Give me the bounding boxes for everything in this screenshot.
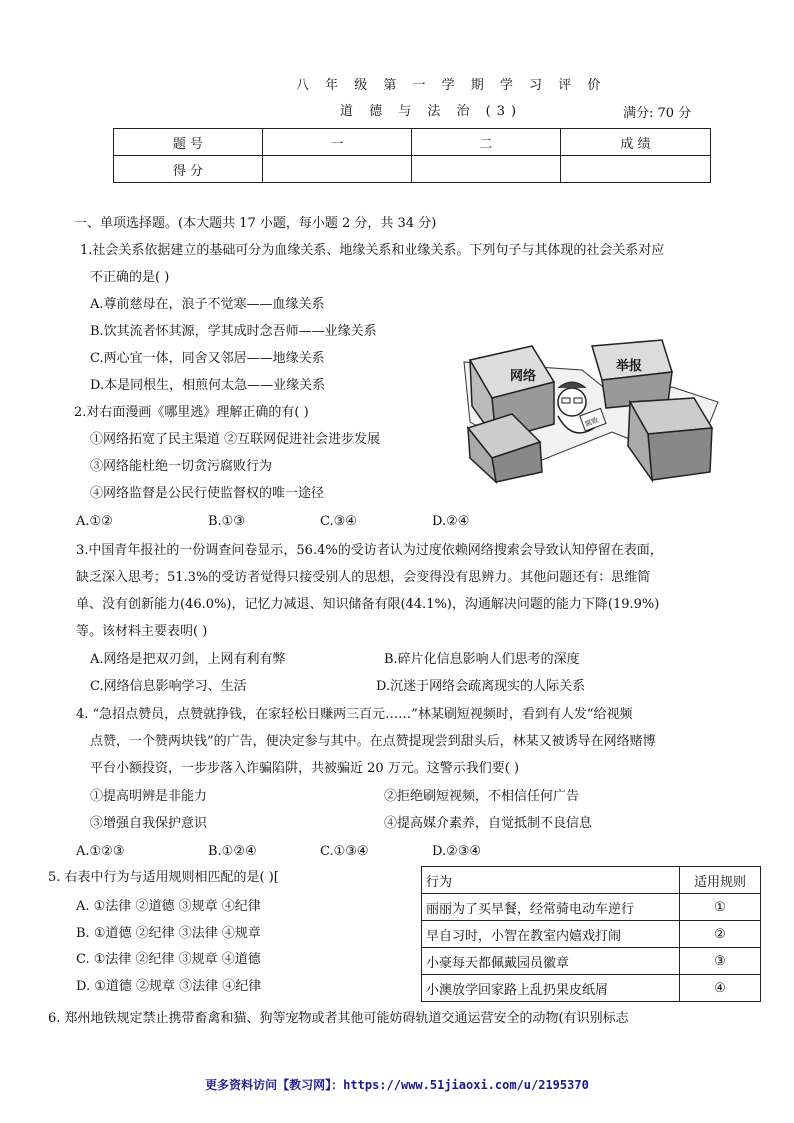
rules-table-header: 行为 [422, 867, 680, 894]
q5-stem: 5. 右表中行为与适用规则相匹配的是( )[ [48, 870, 279, 885]
score-input-cell[interactable] [561, 156, 711, 183]
q3-stem: 3.中国青年报社的一份调查问卷显示，56.4%的受访者认为过度依赖网络搜索会导致认知停留在表面， [76, 543, 663, 558]
rules-table-cell: 小豪每天都佩戴园员徽章 [422, 948, 680, 975]
table-row [422, 894, 761, 921]
rules-table [421, 866, 761, 1002]
cartoon-label-right: 举报 [616, 359, 643, 374]
rules-table-cell: 丽丽为了买早餐，经常骑电动车逆行 [422, 894, 680, 921]
table-row [422, 948, 761, 975]
q2-stem: 2.对右面漫画《哪里逃》理解正确的有( ) [74, 405, 309, 420]
score-table-cell: 二 [412, 129, 561, 156]
q5-option-d: D. ①道德 ②规章 ③法律 ④纪律 [76, 979, 262, 994]
q4-option-d: D.②③④ [432, 844, 482, 859]
table-row [422, 921, 761, 948]
score-table-cell: 得 分 [114, 156, 263, 183]
q4-option-c: C.①③④ [320, 844, 369, 859]
q3-option-a: A.网络是把双刃剑，上网有利有弊 [90, 652, 286, 667]
score-table-cell: 题 号 [114, 129, 263, 156]
section-heading: 一、单项选择题。(本大题共 17 小题，每小题 2 分，共 34 分) [74, 216, 437, 231]
q4-stem: 点赞，一个赞两块钱”的广告，便决定参与其中。在点赞提现尝到甜头后，林某又被诱导在网络赌博 [90, 734, 656, 749]
score-input-cell[interactable] [412, 156, 561, 183]
rules-table-cell: ③ [680, 948, 761, 975]
q6-stem: 6. 郑州地铁规定禁止携带畜禽和猫、狗等宠物或者其他可能妨碍轨道交通运营安全的动物(有识别标志 [48, 1011, 629, 1026]
q1-stem: 1.社会关系依据建立的基础可分为血缘关系、地缘关系和业缘关系。下列句子与其体现的社会关系对应 [80, 243, 665, 258]
q1-option-d: D.本是同根生，相煎何太急——业缘关系 [90, 378, 326, 393]
cartoon-paper-label: 腐败 [583, 416, 600, 429]
q4-item: ②拒绝刷短视频，不相信任何广告 [384, 789, 580, 804]
q3-stem: 单、没有创新能力(46.0%)，记忆力减退、知识储备有限(44.1%)，沟通解决问题的能力下降(19.9%) [76, 597, 660, 612]
q4-item: ③增强自我保护意识 [90, 816, 208, 831]
q1-option-b: B.饮其流者怀其源，学其成时念吾师——业缘关系 [90, 324, 377, 339]
q4-stem: 平台小额投资，一步步落入诈骗陷阱，共被骗近 20 万元。这警示我们要( ) [90, 761, 520, 776]
q1-option-c: C.两心宜一体，同舍又邻居——地缘关系 [90, 351, 325, 366]
q2-option-b: B.①③ [208, 514, 245, 529]
q4-item: ④提高媒介素养，自觉抵制不良信息 [384, 816, 593, 831]
rules-table-cell: ④ [680, 975, 761, 1002]
q2-option-a: A.①② [76, 514, 113, 529]
q1-stem: 不正确的是( ) [90, 270, 170, 285]
rules-table-cell: ② [680, 921, 761, 948]
score-table [113, 128, 711, 183]
rules-table-header: 适用规则 [680, 867, 761, 894]
q2-item: ③网络能杜绝一切贪污腐败行为 [90, 459, 273, 474]
cartoon-image [462, 332, 720, 484]
q2-option-c: C.③④ [320, 514, 357, 529]
q4-stem: 4. “急招点赞员，点赞就挣钱，在家轻松日赚两三百元……”林某刷短视频时，看到有人发“给视频 [76, 707, 633, 722]
q2-item: ④网络监督是公民行使监督权的唯一途径 [90, 486, 325, 501]
score-table-cell: 成 绩 [561, 129, 711, 156]
q4-option-b: B.①②④ [208, 844, 257, 859]
full-score: 满分: 70 分 [623, 106, 692, 121]
q4-option-a: A.①②③ [76, 844, 125, 859]
rules-table-cell: 早自习时，小智在教室内嬉戏打闹 [422, 921, 680, 948]
q5-option-c: C. ①法律 ②纪律 ③规章 ④道德 [76, 952, 261, 967]
score-table-cell: 一 [263, 129, 412, 156]
q3-stem: 缺乏深入思考；51.3%的受访者觉得只接受别人的思想，会变得没有思辨力。其他问题还有：思维简 [76, 570, 651, 585]
q1-option-a: A.尊前慈母在，浪子不觉寒——血缘关系 [90, 297, 325, 312]
q2-item: ①网络拓宽了民主渠道 ②互联网促进社会进步发展 [90, 432, 381, 447]
q2-option-d: D.②④ [432, 514, 470, 529]
cartoon-label-left: 网络 [510, 369, 537, 384]
q3-option-c: C.网络信息影响学习、生活 [90, 679, 247, 694]
score-input-cell[interactable] [263, 156, 412, 183]
q3-option-b: B.碎片化信息影响人们思考的深度 [384, 652, 580, 667]
document-subtitle: 道 德 与 法 治 (3) [340, 104, 523, 119]
q4-item: ①提高明辨是非能力 [90, 789, 208, 804]
document-title: 八 年 级 第 一 学 期 学 习 评 价 [296, 78, 607, 93]
rules-table-cell: 小澳放学回家路上乱扔果皮纸屑 [422, 975, 680, 1002]
q3-option-d: D.沉迷于网络会疏离现实的人际关系 [376, 679, 586, 694]
rules-table-cell: ① [680, 894, 761, 921]
table-row [422, 975, 761, 1002]
footer-link[interactable]: 更多资料访问【教习网】：https://www.51jiaoxi.com/u/2195370 [205, 1078, 589, 1092]
q5-option-a: A. ①法律 ②道德 ③规章 ④纪律 [76, 899, 261, 914]
q5-option-b: B. ①道德 ②纪律 ③法律 ④规章 [76, 926, 261, 941]
q3-stem: 等。该材料主要表明( ) [76, 624, 208, 639]
